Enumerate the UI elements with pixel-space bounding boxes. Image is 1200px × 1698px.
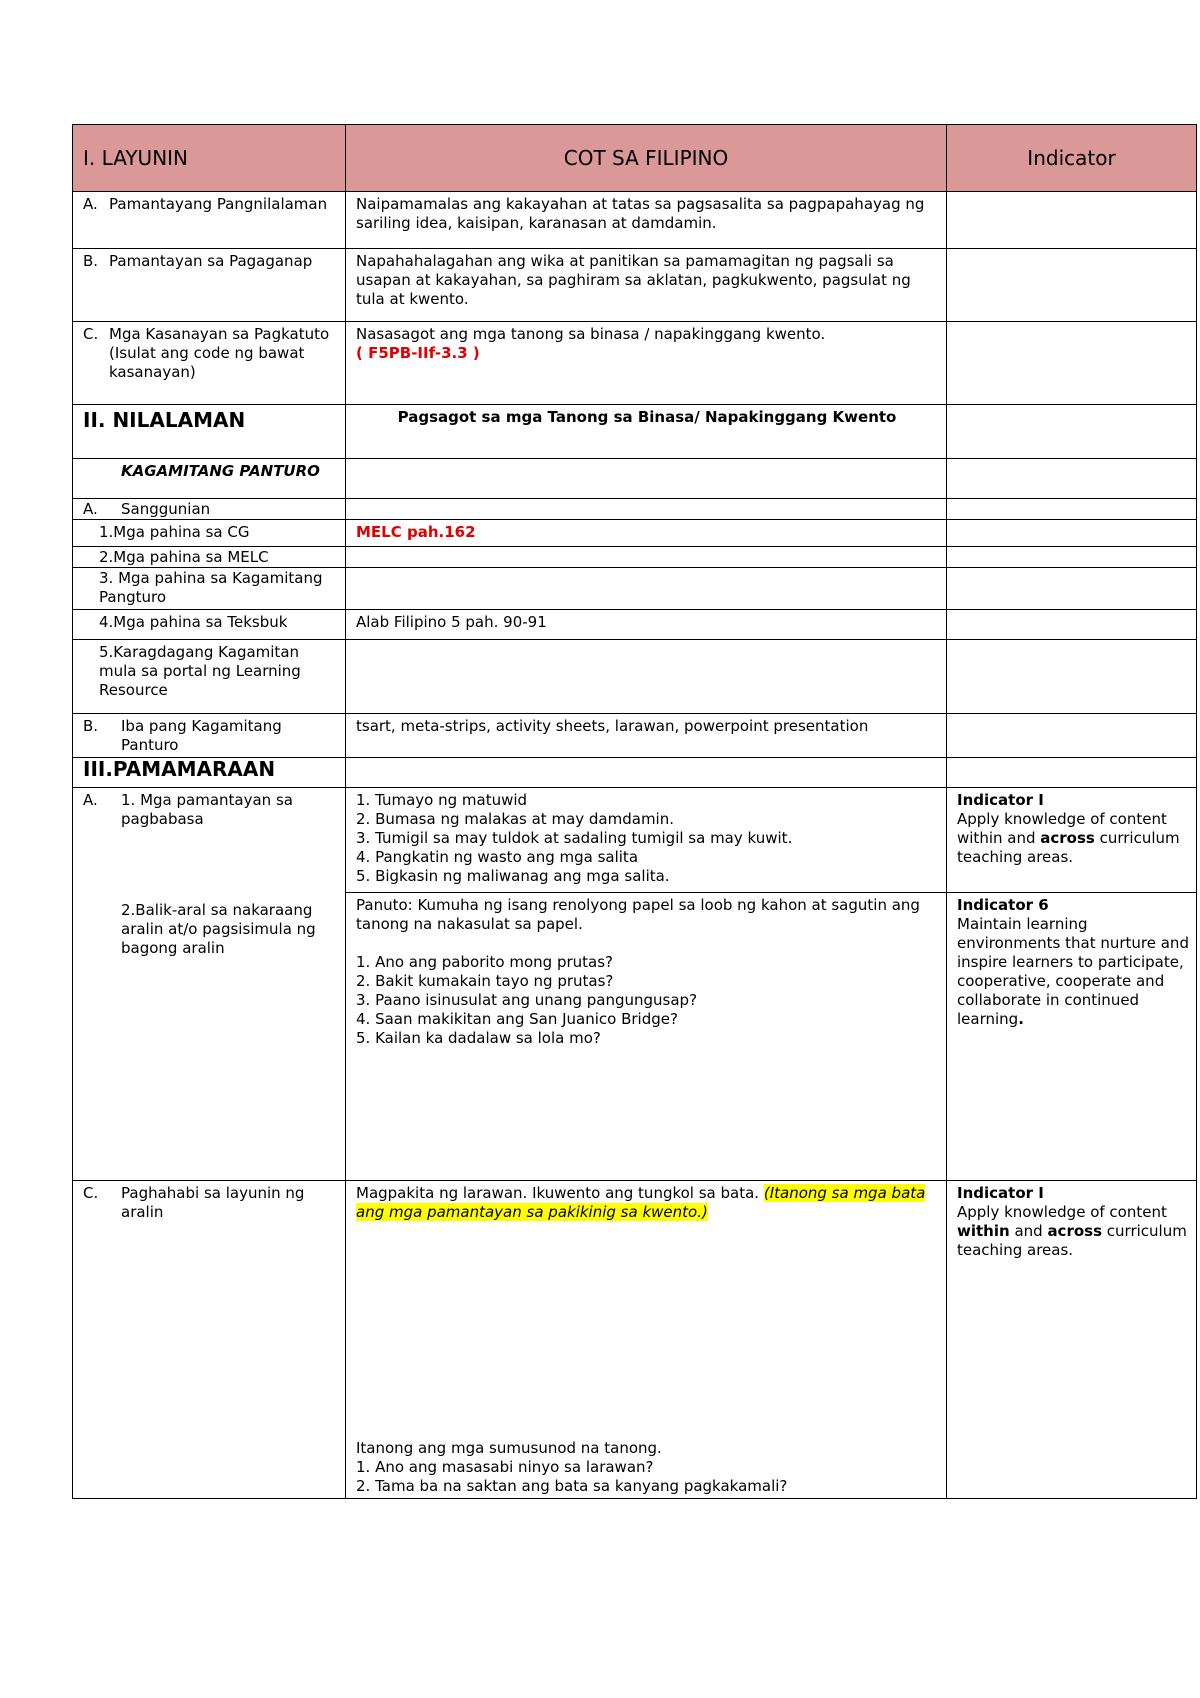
teksbuk-label: 4.Mga pahina sa Teksbuk	[99, 613, 288, 631]
row-c-label: Mga Kasanayan sa Pagkatuto (Isulat ang code ng bawat kasanayan)	[109, 325, 330, 381]
row-b-label: Pamantayan sa Pagaganap	[109, 252, 313, 270]
indicator-1b-across: across	[1047, 1222, 1103, 1240]
pamantayan-item: 3. Tumigil sa may tuldok at sadaling tumigil sa may kuwit.	[356, 829, 793, 847]
paghahabi-text: Magpakita ng larawan. Ikuwento ang tungkol sa bata.	[356, 1184, 764, 1202]
iba-value: tsart, meta-strips, activity sheets, larawan, powerpoint presentation	[346, 714, 947, 758]
row-teksbuk	[73, 610, 1197, 640]
indicator-6-block	[947, 893, 1196, 1029]
nilalaman-title: II. NILALAMAN	[83, 408, 246, 432]
row-paghahabi	[73, 1181, 1197, 1499]
nilalaman-content: Pagsagot sa mga Tanong sa Binasa/ Napakinggang Kwento	[346, 405, 947, 459]
indicator-1b-title: Indicator I	[957, 1184, 1044, 1202]
cg-value: MELC pah.162	[346, 520, 947, 547]
row-a-indicator	[947, 192, 1197, 249]
header-indicator: Indicator	[947, 125, 1197, 192]
row-c-content: Nasasagot ang mga tanong sa binasa / napakinggang kwento.	[356, 325, 826, 343]
row-b-indicator	[947, 249, 1197, 322]
row-karagdagang	[73, 640, 1197, 714]
indicator-6-period: .	[1018, 1010, 1024, 1028]
cg-label: 1.Mga pahina sa CG	[99, 523, 250, 541]
row-a-marker: A.	[83, 195, 98, 213]
paghahabi-marker: C.	[83, 1184, 99, 1202]
row-c-marker: C.	[83, 325, 99, 343]
row-cg	[73, 520, 1197, 547]
header-cot: COT SA FILIPINO	[346, 125, 947, 192]
indicator-1-text: Apply knowledge of content within and	[957, 810, 1167, 847]
sanggunian-marker: A.	[83, 500, 98, 518]
row-kagamitang-panturo	[73, 459, 1197, 499]
balik-aral-item: 4. Saan makikitan ang San Juanico Bridge?	[356, 1010, 678, 1028]
row-a-label: Pamantayang Pangnilalaman	[109, 195, 328, 213]
row-c-indicator	[947, 322, 1197, 405]
karagdagang-label: 5.Karagdagang Kagamitan mula sa portal ng Learning Resource	[99, 643, 301, 699]
header-row	[73, 125, 1197, 192]
kagamitan-title: KAGAMITANG PANTURO	[121, 462, 320, 480]
row-c-code: ( F5PB-IIf-3.3 )	[356, 344, 480, 362]
row-pamamaraan-a	[73, 788, 1197, 1181]
indicator-1-bold: across	[1040, 829, 1095, 847]
indicator-1-block	[947, 788, 1196, 893]
pamamaraan-a-marker: A.	[83, 791, 98, 809]
row-iba-pang-kagamitan	[73, 714, 1197, 758]
row-sanggunian	[73, 499, 1197, 520]
header-layunin: I. LAYUNIN	[73, 125, 346, 192]
row-pamantayang-pangnilalaman	[73, 192, 1197, 249]
iba-marker: B.	[83, 717, 99, 735]
balik-aral-block	[346, 893, 946, 1048]
row-kasanayan	[73, 322, 1197, 405]
balik-aral-intro: Panuto: Kumuha ng isang renolyong papel sa loob ng kahon at sagutin ang tanong na nakasulat sa papel.	[356, 896, 920, 933]
kp-label: 3. Mga pahina sa Kagamitang Pangturo	[99, 569, 323, 606]
pamamaraan-b-label: 2.Balik-aral sa nakaraang aralin at/o pagsisimula ng bagong aralin	[121, 901, 316, 957]
paghahabi-questions	[356, 1439, 787, 1496]
indicator-1b-and: and	[1009, 1222, 1048, 1240]
row-kagamitang-pangturo	[73, 568, 1197, 610]
row-b-content: Napahahalagahan ang wika at panitikan sa pamamagitan ng pagsali sa usapan at kakayahan, sa paghiram sa aklatan, pagkukwento, pagsulat ng tula at kwento.	[346, 249, 947, 322]
paghahabi-label: Paghahabi sa layunin ng aralin	[121, 1184, 305, 1221]
indicator-1b-text-end: curriculum teaching areas.	[957, 1222, 1187, 1259]
balik-aral-item: 2. Bakit kumakain tayo ng prutas?	[356, 972, 614, 990]
indicator-1-title: Indicator I	[957, 791, 1044, 809]
row-b-marker: B.	[83, 252, 99, 270]
iba-label: Iba pang Kagamitang Panturo	[121, 717, 282, 754]
pamantayan-item: 5. Bigkasin ng maliwanag ang mga salita.	[356, 867, 670, 885]
indicator-6-text: Maintain learning environments that nurture and inspire learners to participate, cooperative, cooperate and collaborate in continued learning	[957, 915, 1189, 1028]
pamantayan-item: 4. Pangkatin ng wasto ang mga salita	[356, 848, 639, 866]
paghahabi-item: 2. Tama ba na saktan ang bata sa kanyang pagkakamali?	[356, 1477, 788, 1495]
paghahabi-ask: Itanong ang mga sumusunod na tanong.	[356, 1439, 662, 1457]
row-pamamaraan	[73, 758, 1197, 788]
pamantayan-item: 2. Bumasa ng malakas at may damdamin.	[356, 810, 674, 828]
indicator-1-text-end: curriculum teaching areas.	[957, 829, 1180, 866]
row-a-content: Naipamamalas ang kakayahan at tatas sa pagsasalita sa pagpapahayag ng sariling idea, kaisipan, karanasan at damdamin.	[346, 192, 947, 249]
balik-aral-item: 1. Ano ang paborito mong prutas?	[356, 953, 613, 971]
row-melc	[73, 547, 1197, 568]
sanggunian-label: Sanggunian	[121, 500, 211, 518]
paghahabi-highlight: (Itanong sa mga bata ang mga pamantayan sa pakikinig sa kwento.)	[356, 1184, 926, 1221]
row-nilalaman	[73, 405, 1197, 459]
paghahabi-item: 1. Ano ang masasabi ninyo sa larawan?	[356, 1458, 654, 1476]
balik-aral-item: 5. Kailan ka dadalaw sa lola mo?	[356, 1029, 601, 1047]
pamamaraan-a-label: 1. Mga pamantayan sa pagbabasa	[121, 791, 293, 828]
teksbuk-value: Alab Filipino 5 pah. 90-91	[346, 610, 947, 640]
pamamaraan-title: III.PAMAMARAAN	[83, 757, 276, 781]
pamantayan-item: 1. Tumayo ng matuwid	[356, 791, 528, 809]
lesson-plan-table	[72, 124, 1197, 1499]
indicator-1b-text: Apply knowledge of content	[957, 1203, 1167, 1221]
melc-label: 2.Mga pahina sa MELC	[99, 548, 269, 566]
balik-aral-item: 3. Paano isinusulat ang unang pangungusap?	[356, 991, 698, 1009]
pamantayan-list	[346, 788, 946, 893]
indicator-6-title: Indicator 6	[957, 896, 1049, 914]
indicator-1b-within: within	[957, 1222, 1010, 1240]
row-pamantayan-pagaganap	[73, 249, 1197, 322]
